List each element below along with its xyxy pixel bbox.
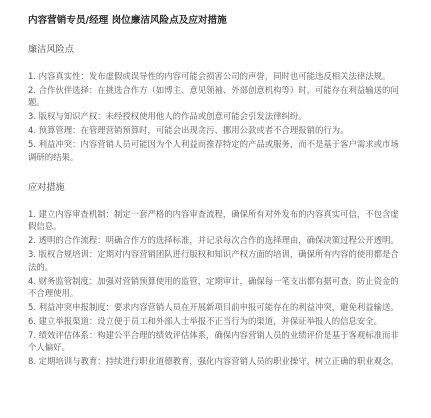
section-heading-measures: 应对措施 [28, 181, 65, 193]
list-item: 4. 预算管理：在管理营销预算时，可能会出现贪污、挪用公款或者不合理报销的行为。 [28, 125, 349, 136]
list-item: 4. 财务监管制度：加强对营销预算使用的监管，定期审计，确保每一笔支出都有据可查，防止资金的不合理使用。 [28, 275, 399, 299]
list-item: 2. 透明的合作流程：明确合作方的选择标准，并记录每次合作的选择理由，确保决策过程公开透明。 [28, 235, 399, 246]
list-item: 5. 利益冲突：内容营销人员可能因为个人利益而推荐特定的产品或服务，而不是基于客户需求或市场调研的结果。 [28, 139, 399, 162]
list-item: 1. 建立内容审查机制：制定一套严格的内容审查流程，确保所有对外发布的内容真实可信，不包含虚假信息。 [28, 208, 399, 232]
list-item: 3. 版权与知识产权：未经授权使用他人的作品或创意可能会引发法律纠纷。 [28, 111, 307, 122]
list-item: 1. 内容真实性：发布虚假或误导性的内容可能会损害公司的声誉，同时也可能违反相关法律法规。 [28, 71, 391, 81]
list-item: 6. 建立举报渠道：设立便于员工和外部人士举报不正当行为的渠道，并保证举报人的信息安全。 [28, 316, 383, 327]
section-heading-risks: 廉洁风险点 [28, 44, 74, 55]
list-item: 2. 合作伙伴选择：在挑选合作方（如博主、意见领袖、外部创意机构等）时，可能存在利益输送的问题。 [28, 85, 399, 108]
page-title: 内容营销专员/经理 岗位廉洁风险点及应对措施 [28, 15, 227, 26]
section-spacer [28, 165, 403, 182]
list-item: 5. 利益冲突申报制度：要求内容营销人员在开展新项目前申报可能存在的利益冲突，避免利益输送。 [28, 302, 399, 313]
list-item: 7. 绩效评估体系：构建公平合理的绩效评估体系，确保内容营销人员的业绩评价是基于客观标准而非个人偏好。 [28, 330, 399, 353]
list-item: 8. 定期培训与教育：持续进行职业道德教育，强化内容营销人员的职业操守，树立正确的职业观念。 [28, 356, 399, 367]
measure-list [28, 208, 403, 368]
list-item: 3. 版权合规培训：定期对内容营销团队进行版权和知识产权方面的培训，确保所有内容的使用都是合法的。 [28, 249, 399, 272]
risk-list [28, 70, 403, 163]
